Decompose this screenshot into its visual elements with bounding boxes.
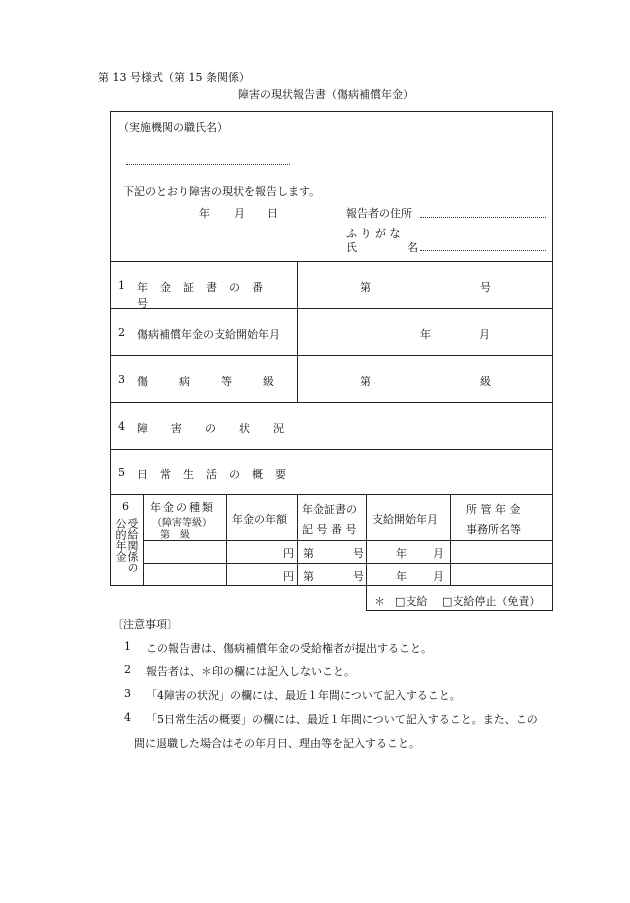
row3-label: 傷病等級 [137, 375, 305, 388]
note3-text: 「4障害の状況」の欄には、最近１年間について記入すること。 [146, 689, 461, 702]
row3-number: 3 [118, 373, 125, 386]
row1-go[interactable]: 号 [480, 281, 491, 294]
intro-text: 下記のとおり障害の現状を報告します。 [123, 185, 321, 198]
office-name-line[interactable] [126, 164, 290, 165]
note4-text-line1: 「5日常生活の概要」の欄には、最近１年間について記入すること。また、この [146, 713, 538, 726]
note4-text-line2: 間に退職した場合はその年月日、理由等を記入すること。 [134, 737, 420, 750]
pension-row2-go[interactable]: 号 [353, 570, 364, 583]
row2-month[interactable]: 月 [479, 328, 490, 341]
row1-dai[interactable]: 第 [360, 281, 371, 294]
status-option-pay[interactable]: □支給 [395, 595, 428, 608]
address-label: 報告者の住所 [346, 207, 412, 220]
col-start-label: 支給開始年月 [372, 513, 438, 526]
col-grade-sub: 第 級 [160, 530, 190, 541]
col-grade-label: （障害等級） [152, 518, 212, 529]
pension-row2-yen[interactable]: 円 [283, 570, 294, 583]
note2-number: 2 [124, 663, 131, 676]
pension-row2-dai[interactable]: 第 [303, 570, 314, 583]
note1-number: 1 [124, 640, 131, 653]
row2-number: 2 [118, 326, 125, 339]
pension-row1-month[interactable]: 月 [433, 547, 444, 560]
pension-row1-yen[interactable]: 円 [283, 547, 294, 560]
row5-number: 5 [118, 466, 125, 479]
pension-row1-dai[interactable]: 第 [303, 547, 314, 560]
note3-number: 3 [124, 687, 131, 700]
pension-row1-go[interactable]: 号 [353, 547, 364, 560]
col-type-label: 年金の種類 [150, 501, 215, 514]
row2-label: 傷病補償年金の支給開始年月 [137, 328, 280, 341]
status-option-stop[interactable]: □支給停止（免責） [442, 595, 541, 608]
pension-number: 6 [122, 500, 129, 513]
row2-year[interactable]: 年 [420, 328, 431, 341]
pension-row1-year[interactable]: 年 [396, 547, 407, 560]
form-number: 第 13 号様式（第 15 条関係） [98, 71, 250, 84]
pension-side-label-left: 公的年金 [114, 518, 127, 562]
row3-dai[interactable]: 第 [360, 375, 371, 388]
col-cert-label-1: 年金証書の [302, 503, 357, 516]
furigana-label: ふ り が な [346, 227, 401, 240]
pension-row2-year[interactable]: 年 [396, 570, 407, 583]
row1-label [137, 279, 290, 311]
notes-heading: 〔注意事項〕 [112, 618, 178, 631]
office-label: （実施機関の職氏名） [118, 121, 228, 134]
status-asterisk: ＊ [374, 595, 385, 608]
date-year[interactable]: 年 [199, 207, 210, 220]
col-office-label-2: 事務所名等 [466, 523, 521, 536]
name-label-2: 名 [407, 241, 418, 254]
pension-side-label-right: 受給関係の [126, 518, 139, 573]
note1-text: この報告書は、傷病補償年金の受給権者が提出すること。 [146, 642, 432, 655]
pension-row-divider [143, 540, 553, 541]
row1-number: 1 [118, 279, 125, 292]
row3-kyu[interactable]: 級 [480, 375, 491, 388]
name-label-1: 氏 [346, 241, 357, 254]
date-month[interactable]: 月 [234, 207, 245, 220]
col-grade-text: 障害等級 [162, 518, 202, 529]
row5-label: 日常生活の概要 [137, 468, 298, 481]
note4-number: 4 [124, 711, 131, 724]
address-line[interactable] [420, 217, 546, 218]
name-line[interactable] [420, 250, 546, 251]
pension-row-divider [143, 563, 553, 564]
note2-text: 報告者は、＊印の欄には記入しないこと。 [146, 665, 355, 678]
pension-row2-month[interactable]: 月 [433, 570, 444, 583]
row1-label-text: 年金証書の番号 [137, 281, 275, 310]
col-cert-label-2: 記 号 番 号 [302, 523, 357, 536]
date-day[interactable]: 日 [267, 207, 278, 220]
col-amount-label: 年金の年額 [232, 513, 287, 526]
col-office-label-1: 所 管 年 金 [466, 503, 521, 516]
form-title: 障害の現状報告書（傷病補償年金） [238, 88, 414, 101]
row4-number: 4 [118, 420, 125, 433]
row4-label: 障害の状況 [137, 422, 307, 435]
